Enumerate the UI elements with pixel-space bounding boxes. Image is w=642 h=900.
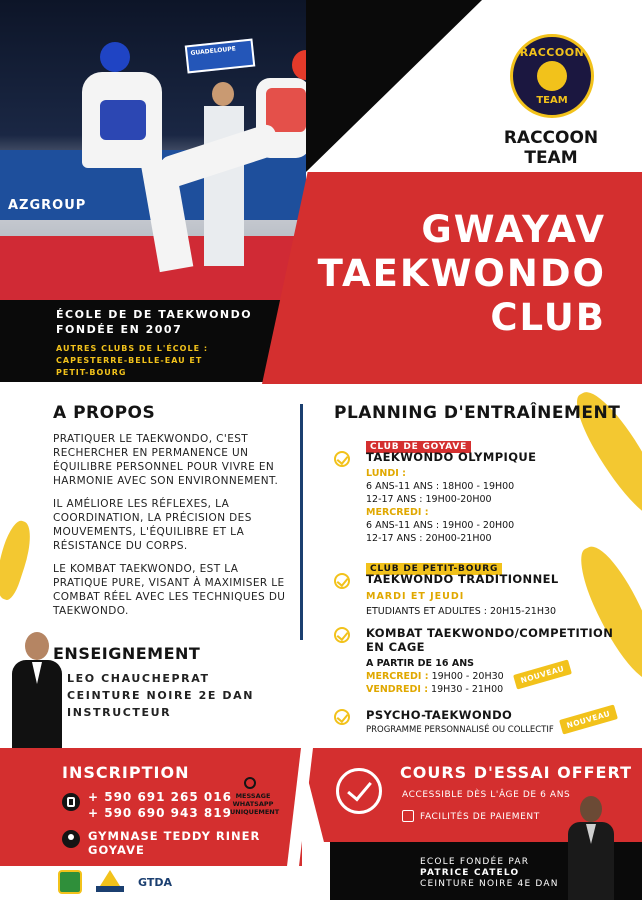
fighter-red-head xyxy=(292,50,306,80)
partner-logo-1 xyxy=(58,870,82,894)
fighter-blue-vest xyxy=(100,100,146,140)
new-badge: NOUVEAU xyxy=(513,659,572,689)
course-kombat-line1: KOMBAT TAEKWONDO/COMPETITION xyxy=(366,626,614,640)
new-badge: NOUVEAU xyxy=(559,704,618,734)
founded-line2: FONDÉE EN 2007 xyxy=(56,323,183,336)
phone-number-2[interactable]: + 590 690 943 819 xyxy=(88,806,232,820)
teacher-role: INSTRUCTEUR xyxy=(67,706,172,719)
whatsapp-icon xyxy=(244,777,256,789)
payment-icon xyxy=(402,810,414,822)
trial-title: COURS D'ESSAI OFFERT xyxy=(400,763,632,782)
other-clubs-line1: AUTRES CLUBS DE L'ÉCOLE : xyxy=(56,344,209,353)
schedule-line: 12-17 ANS : 19H00-20H00 xyxy=(366,494,492,505)
course-olympic: TAEKWONDO OLYMPIQUE xyxy=(366,450,537,464)
club-title-line2: TAEKWONDO xyxy=(317,252,606,295)
schedule-olympic xyxy=(366,467,514,545)
schedule-line: 6 ANS-11 ANS : 18H00 - 19H00 xyxy=(366,481,515,492)
banner-text: AZGROUP xyxy=(8,198,87,213)
location-pin-icon xyxy=(62,830,80,848)
partner-logo-gtda: GTDA xyxy=(138,876,172,889)
raccoon-face-icon xyxy=(537,61,567,91)
teacher-name: LEO CHAUCHEPRAT xyxy=(67,672,210,685)
wa-line1: MESSAGE xyxy=(235,792,271,800)
yellow-brush-right-bottom xyxy=(571,538,642,692)
mat-floor xyxy=(0,236,306,300)
schedule-line: 19H30 - 21H00 xyxy=(431,684,504,695)
fighter-red-vest xyxy=(266,88,306,132)
founder-belt: CEINTURE NOIRE 4E DAN xyxy=(420,879,559,889)
wa-line2: WHATSAPP xyxy=(232,800,274,808)
trial-subtitle: ACCESSIBLE DÈS L'ÂGE DE 6 ANS xyxy=(402,790,571,800)
yellow-brush-left xyxy=(0,518,38,602)
other-clubs-line2: CAPESTERRE-BELLE-EAU ET xyxy=(56,356,203,365)
schedule-line: 12-17 ANS : 20H00-21H00 xyxy=(366,533,492,544)
team-name: RACCOON TEAM xyxy=(503,128,599,168)
flag-text: GUADELOUPE xyxy=(190,45,237,58)
founder-info xyxy=(420,857,559,890)
logo-bottom-text: TEAM xyxy=(536,95,568,106)
about-paragraph-2: IL AMÉLIORE LES RÉFLEXES, LA COORDINATION, LA PRÉCISION DES MOUVEMENTS, L'ÉQUILIBRE ET LA RÉSISTANCE DU CORPS. xyxy=(53,498,252,552)
schedule-psycho: PROGRAMME PERSONNALISÉ OU COLLECTIF xyxy=(366,725,554,735)
trial-payment: FACILITÉS DE PAIEMENT xyxy=(420,812,540,822)
day-mercredi: MERCREDI : xyxy=(366,671,429,682)
about-paragraph-1: PRATIQUER LE TAEKWONDO, C'EST RECHERCHER EN PERMANENCE UN ÉQUILIBRE PERSONNEL POUR VIVRE EN HARMONIE AVEC SON ENVIRONNEMENT. xyxy=(53,433,279,487)
kombat-age: A PARTIR DE 16 ANS xyxy=(366,658,474,669)
founder-photo xyxy=(566,796,616,900)
day-mardi-jeudi: MARDI ET JEUDI xyxy=(366,591,465,602)
club-title xyxy=(318,208,606,340)
other-clubs-line3: PETIT-BOURG xyxy=(56,368,127,377)
course-psycho: PSYCHO-TAEKWONDO xyxy=(366,708,513,722)
club-petit-bourg-label: CLUB DE PETIT-BOURG xyxy=(366,563,502,575)
course-traditional: TAEKWONDO TRADITIONNEL xyxy=(366,572,559,586)
fighter-blue-head xyxy=(100,42,130,72)
founder-head xyxy=(580,796,602,822)
day-mercredi: MERCREDI : xyxy=(366,507,429,518)
founder-name: PATRICE CATELO xyxy=(420,868,520,878)
schedule-line: 6 ANS-11 ANS : 19H00 - 20H00 xyxy=(366,520,515,531)
course-kombat xyxy=(366,626,613,654)
club-title-line1: GWAYAV xyxy=(421,208,606,251)
teacher-info xyxy=(67,670,254,721)
teacher-head xyxy=(25,632,49,660)
other-clubs xyxy=(56,343,208,379)
logo-top-text: RACCOON xyxy=(519,46,585,59)
schedule-line: ETUDIANTS ET ADULTES : 20H15-21H30 xyxy=(366,606,557,617)
check-icon xyxy=(334,451,350,467)
gym-line1: GYMNASE TEDDY RINER xyxy=(88,829,261,843)
column-divider xyxy=(300,404,303,640)
check-icon xyxy=(334,709,350,725)
phone-icon xyxy=(62,793,80,811)
planning-title: PLANNING D'ENTRAÎNEMENT xyxy=(334,403,621,423)
referee-head xyxy=(212,82,234,106)
day-vendredi: VENDREDI : xyxy=(366,684,429,695)
teacher-belt: CEINTURE NOIRE 2E DAN xyxy=(67,689,255,702)
club-goyave-label: CLUB DE GOYAVE xyxy=(366,441,471,453)
check-icon xyxy=(334,573,350,589)
black-wedge xyxy=(306,0,482,172)
course-kombat-line2: EN CAGE xyxy=(366,640,425,654)
inscription-title: INSCRIPTION xyxy=(62,763,190,782)
founded-line1: ÉCOLE DE DE TAEKWONDO xyxy=(56,308,253,321)
day-lundi: LUNDI : xyxy=(366,468,406,479)
wa-line3: UNIQUEMENT xyxy=(230,808,280,816)
about-paragraph-3: LE KOMBAT TAEKWONDO, EST LA PRATIQUE PURE, VISANT À MAXIMISER LE COMBAT RÉEL AVEC LES TECHNIQUES DU TAEKWONDO. xyxy=(53,563,286,617)
founded-text xyxy=(56,307,252,337)
check-icon xyxy=(334,627,350,643)
founder-line1: ECOLE FONDÉE PAR xyxy=(420,857,530,867)
whatsapp-note xyxy=(230,792,280,816)
teaching-title: ENSEIGNEMENT xyxy=(53,644,201,663)
schedule-traditional xyxy=(366,590,556,618)
referee-body xyxy=(204,106,244,266)
gym-line2: GOYAVE xyxy=(88,843,145,857)
about-title: A PROPOS xyxy=(53,403,156,423)
flag xyxy=(185,39,256,74)
schedule-line: 19H00 - 20H30 xyxy=(431,671,504,682)
trial-check-icon xyxy=(336,768,382,814)
gym-address xyxy=(88,829,260,857)
raccoon-team-logo xyxy=(510,34,594,118)
club-title-line3: CLUB xyxy=(490,296,606,339)
phone-number-1[interactable]: + 590 691 265 016 xyxy=(88,790,232,804)
hero-photo xyxy=(0,0,306,300)
phone-numbers xyxy=(88,789,232,821)
schedule-kombat xyxy=(366,657,504,696)
partner-logo-2 xyxy=(96,868,124,894)
